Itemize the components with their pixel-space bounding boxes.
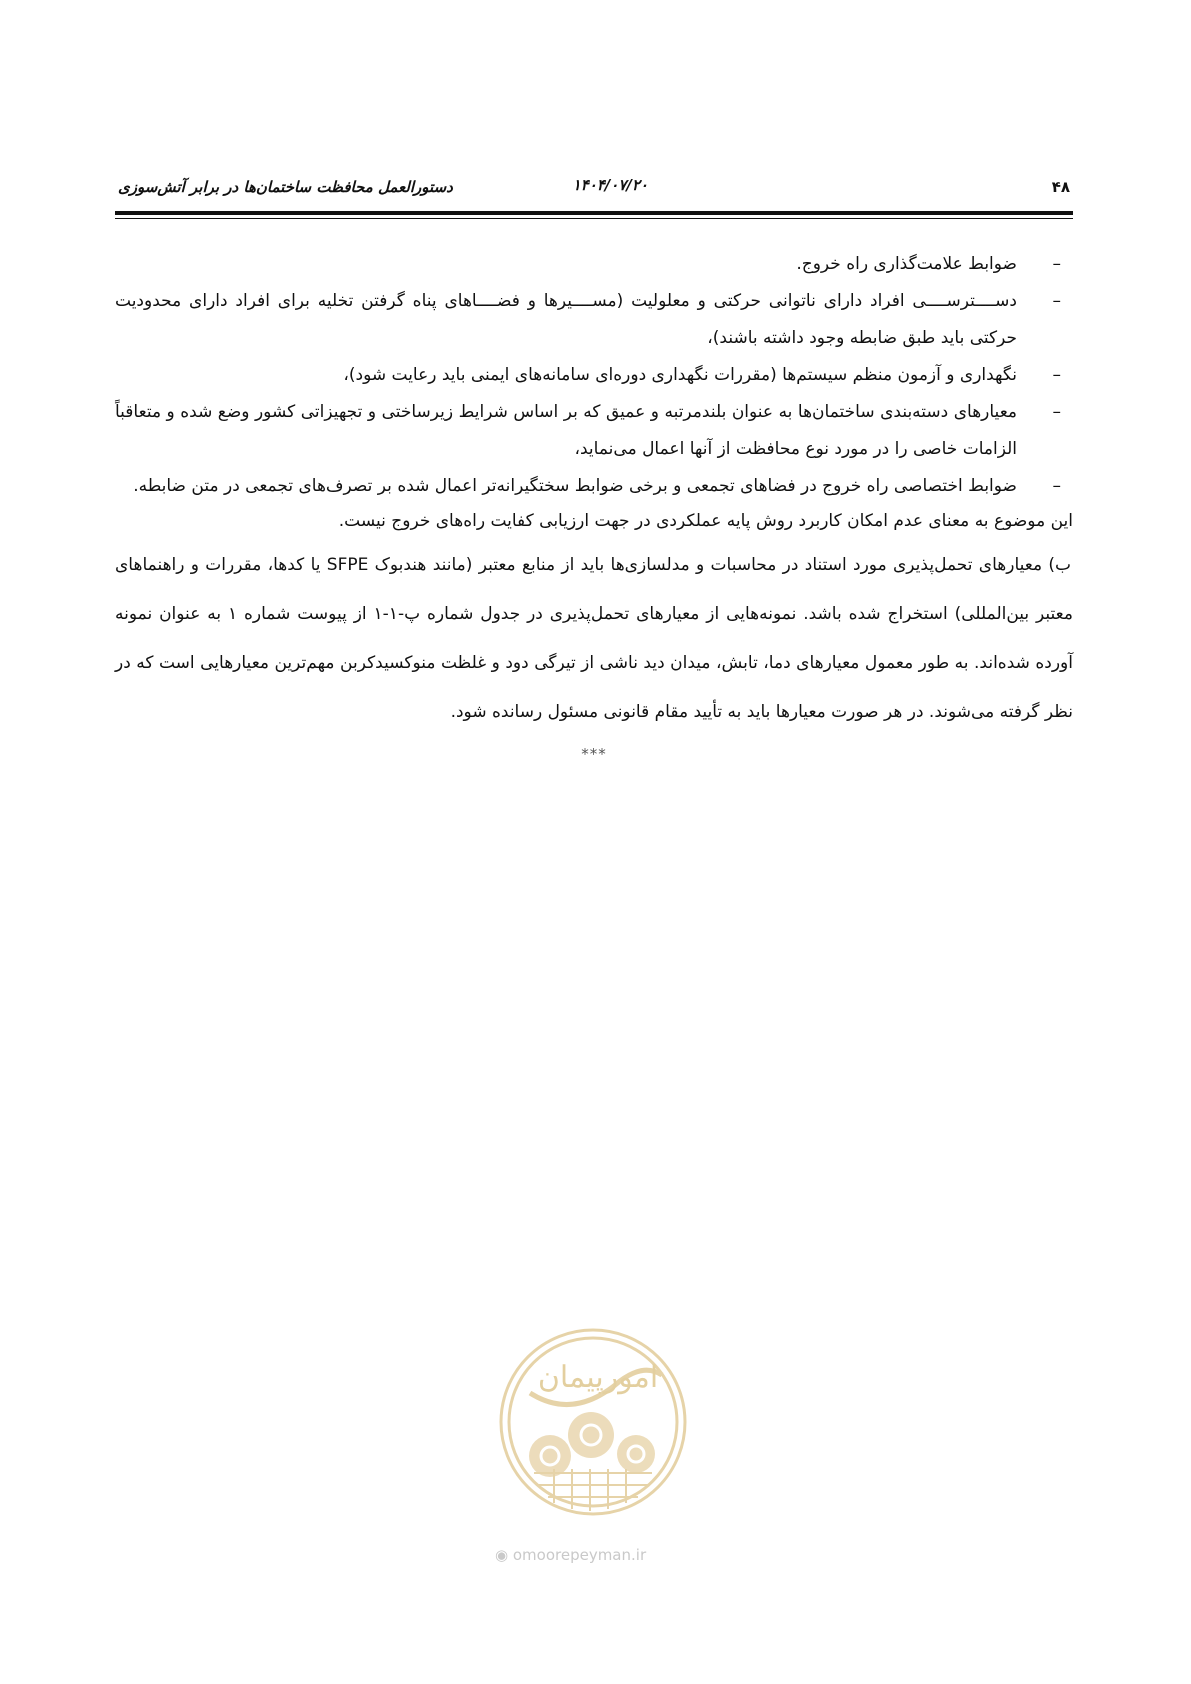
header-rule-thin [115, 218, 1073, 219]
list-item [115, 357, 1073, 394]
page-body [115, 246, 1073, 763]
dash-bullet: – [1052, 365, 1061, 385]
list-item [115, 394, 1073, 468]
dash-bullet: – [1052, 476, 1061, 496]
paragraph-conclusion: این موضوع به معنای عدم امکان کاربرد روش پایه عملکردی در جهت ارزیابی کفایت راه‌های خروج نیست. [338, 511, 1073, 531]
list-item-text: معیارهای دسته‌بندی ساختمان‌ها به عنوان بلندمرتبه و عمیق که بر اساس شرایط زیرساختی و تجهیزاتی کشور وضع شده و متعاقباً الزامات خاصی را در مورد نوع محافظت از آنها اعمال می‌نماید، [115, 402, 1017, 459]
list-item [115, 468, 1073, 505]
list-item [115, 283, 1073, 357]
watermark-logo-icon [494, 1323, 692, 1521]
watermark-url-text: omoorepeyman.ir [512, 1546, 647, 1564]
page-number: ۴۸ [1051, 178, 1070, 196]
instagram-icon: ◉ [495, 1546, 513, 1564]
dash-bullet: – [1052, 402, 1061, 422]
list-item-text: دســــترســــی افراد دارای ناتوانی حرکتی و معلولیت (مســــیرها و فضــــاهای پناه گرفتن تخلیه برای افراد دارای محدودیت حرکتی باید طبق ضابطه وجود داشته باشند)، [115, 291, 1017, 348]
document-date: ۱۴۰۴/۰۷/۲۰ [572, 176, 648, 194]
page-header [118, 172, 1070, 204]
section-separator: *** [581, 745, 607, 763]
list-item-text: ضوابط علامت‌گذاری راه خروج. [796, 254, 1017, 274]
requirements-list [115, 246, 1073, 505]
list-item [115, 246, 1073, 283]
dash-bullet: – [1052, 254, 1061, 274]
header-rule-thick [115, 211, 1073, 215]
dash-bullet: – [1052, 291, 1061, 311]
list-item-text: نگهداری و آزمون منظم سیستم‌ها (مقررات نگهداری دوره‌ای سامانه‌های ایمنی باید رعایت شود)، [343, 365, 1017, 385]
watermark-logo-text: امورپیمان [537, 1360, 659, 1395]
list-item-text: ضوابط اختصاصی راه خروج در فضاهای تجمعی و برخی ضوابط سختگیرانه‌تر اعمال شده بر تصرف‌های تجمعی در متن ضابطه. [133, 476, 1017, 496]
paragraph-tolerance-criteria: ب) معیارهای تحمل‌پذیری مورد استناد در محاسبات و مدلسازی‌ها باید از منابع معتبر (مانند هندبوک SFPE یا کدها، مقررات و راهنماهای معتبر بین‌المللی) استخراج شده باشد. نمونه‌هایی از معیارهای تحمل‌پذیری در جدول شماره پ-۱-۱ از پیوست شماره ۱ به عنوان نمونه آورده شده‌اند. به طور معمول معیارهای دما، تابش، میدان دید ناشی از تیرگی دود و غلظت منوکسیدکربن مهم‌ترین معیارهایی است که در نظر گرفته می‌شوند. در هر صورت معیارها باید به تأیید مقام قانونی مسئول رسانده شود. [115, 555, 1073, 722]
watermark-url [495, 1546, 695, 1564]
document-title: دستورالعمل محافظت ساختمان‌ها در برابر آتش‌سوزی [118, 178, 453, 196]
